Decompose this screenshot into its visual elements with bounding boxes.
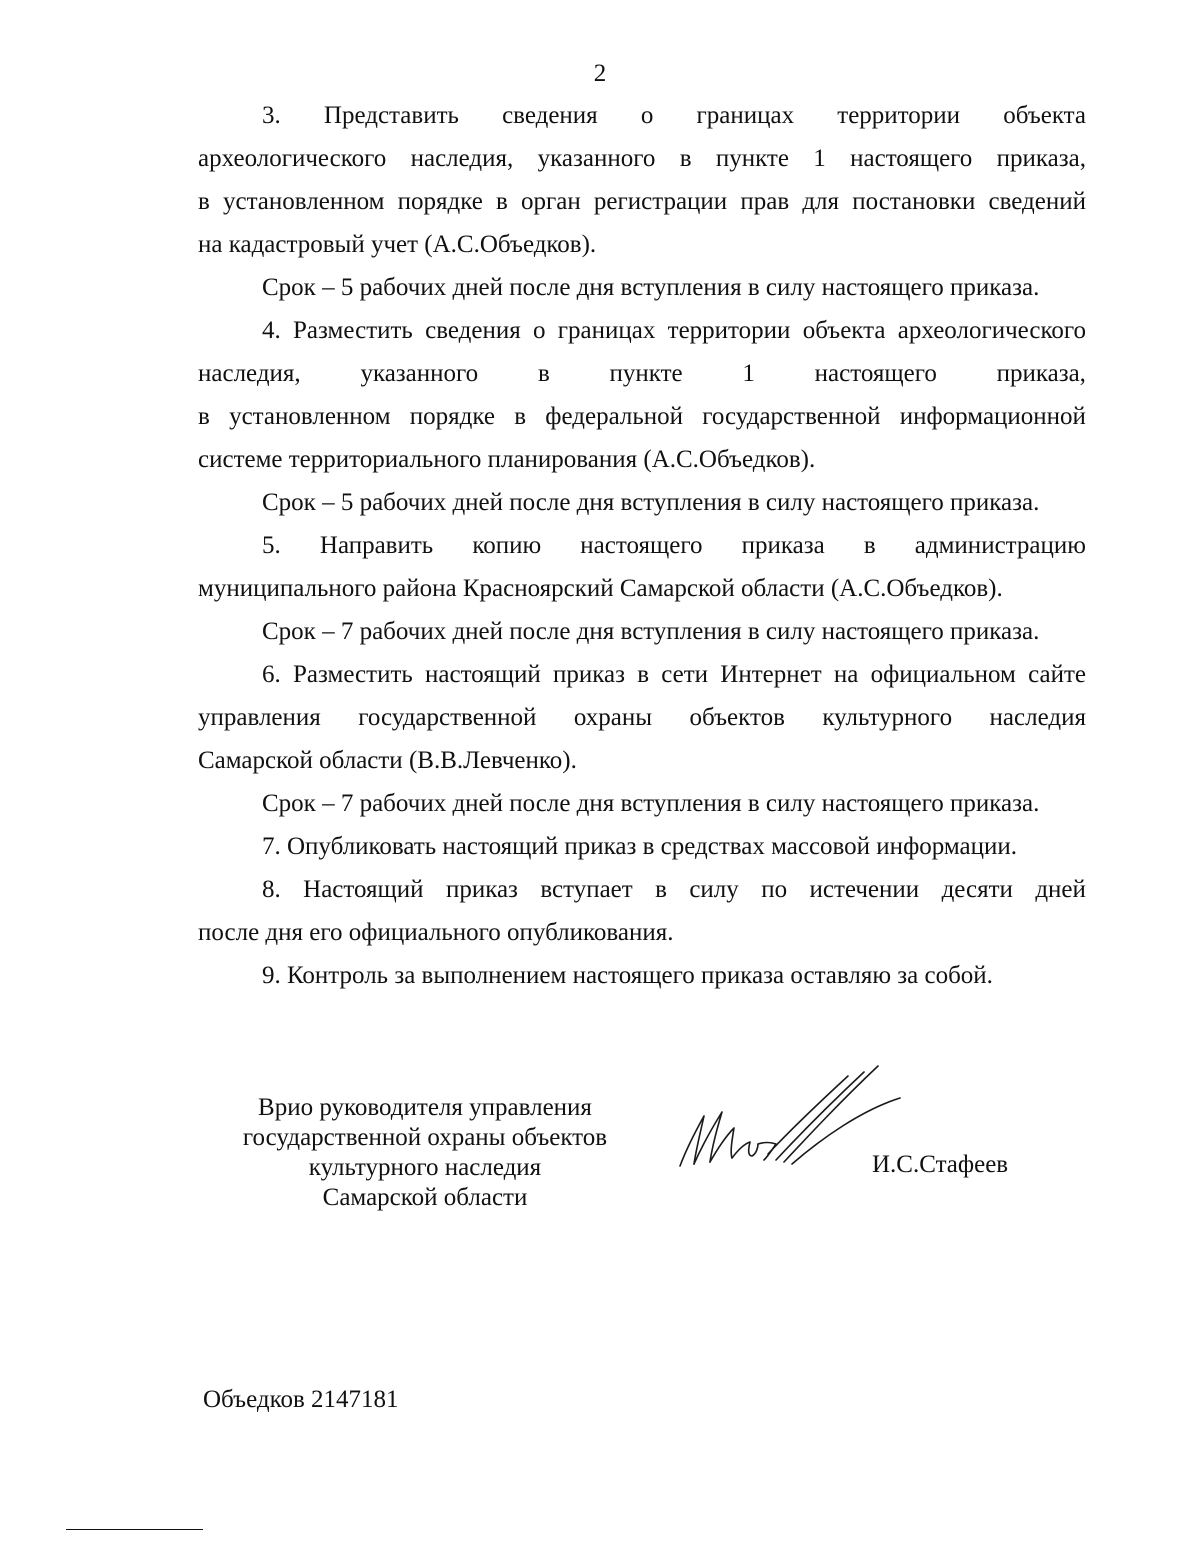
word: объектов (689, 704, 785, 731)
signatory-name: И.С.Стафеев (872, 1151, 1009, 1178)
word: 4. (262, 317, 281, 344)
signatory-position-line: государственной охраны объектов (242, 1124, 608, 1151)
word: в (496, 188, 508, 215)
word: в (863, 532, 876, 559)
word: границах (557, 317, 656, 344)
word: 6. (262, 661, 281, 688)
word: Направить (319, 532, 434, 559)
word: территории (837, 102, 961, 129)
item-8-line-1 (262, 876, 1086, 904)
word: орган (520, 188, 581, 215)
word: указанного (360, 360, 479, 387)
word: 5. (262, 532, 281, 559)
word: копию (472, 532, 542, 559)
word: установленном (229, 403, 391, 430)
word: государственной (358, 704, 537, 731)
word: о (640, 102, 654, 129)
word: сайте (1028, 661, 1086, 688)
word: настоящего (814, 360, 937, 387)
word: приказ (445, 876, 518, 903)
word: в (537, 360, 550, 387)
word: силу (689, 876, 739, 903)
item-8-line-2: после дня его официального опубликования. (198, 919, 674, 946)
word: в (679, 145, 692, 172)
item-4-deadline: Срок – 5 рабочих дней после дня вступления в силу настоящего приказа. (262, 489, 1040, 516)
signatory-position-line: Самарской области (322, 1184, 528, 1211)
word: границах (696, 102, 795, 129)
word: 1 (742, 360, 755, 387)
signatory-position-line: культурного наследия (308, 1154, 542, 1181)
item-5-line-1 (262, 532, 1086, 560)
word: приказа, (996, 360, 1086, 387)
word: в (198, 188, 210, 215)
footnote-divider (66, 1529, 203, 1530)
word: 1 (813, 145, 826, 172)
word: сведения (425, 317, 521, 344)
word: по (761, 876, 788, 903)
word: администрацию (914, 532, 1086, 559)
word: в (637, 661, 649, 688)
word: Разместить (292, 661, 413, 688)
word: вступает (540, 876, 633, 903)
item-9-line-1: 9. Контроль за выполнением настоящего приказа оставляю за собой. (262, 962, 993, 989)
word: настоящий (425, 661, 541, 688)
word: Представить (323, 102, 459, 129)
word: Интернет (720, 661, 822, 688)
executor-contact: Объедков 2147181 (203, 1386, 399, 1413)
signatory-position (205, 1093, 645, 1213)
word: Разместить (293, 317, 413, 344)
word: наследия, (198, 360, 301, 387)
item-3-line-1 (262, 102, 1086, 130)
item-5-deadline: Срок – 7 рабочих дней после дня вступления в силу настоящего приказа. (262, 618, 1040, 645)
item-6-deadline: Срок – 7 рабочих дней после дня вступления в силу настоящего приказа. (262, 790, 1040, 817)
word: 3. (262, 102, 281, 129)
word: приказ (552, 661, 625, 688)
word: информационной (899, 403, 1086, 430)
word: объекта (802, 317, 886, 344)
word: сети (661, 661, 709, 688)
word: настоящего (850, 145, 973, 172)
word: федеральной (545, 403, 684, 430)
word: в (655, 876, 667, 903)
word: приказа (741, 532, 825, 559)
item-3-line-2 (198, 145, 1086, 173)
word: археологического (897, 317, 1086, 344)
item-3-deadline: Срок – 5 рабочих дней после дня вступления в силу настоящего приказа. (262, 274, 1040, 301)
word: настоящего (580, 532, 703, 559)
word: 8. (262, 876, 281, 903)
word: территории (667, 317, 791, 344)
word: пункте (609, 360, 683, 387)
word: сведения (502, 102, 598, 129)
word: управления (198, 704, 321, 731)
word: в (198, 403, 210, 430)
item-4-line-1 (262, 317, 1086, 345)
word: в (514, 403, 527, 430)
word: наследия, (410, 145, 514, 172)
item-3-line-3 (198, 188, 1086, 216)
word: охраны (573, 704, 653, 731)
word: сведений (988, 188, 1086, 215)
word: объекта (1003, 102, 1086, 129)
word: прав (740, 188, 790, 215)
word: официальном (870, 661, 1016, 688)
item-3-line-4: на кадастровый учет (А.С.Объедков). (198, 231, 597, 258)
item-6-line-1 (262, 661, 1086, 689)
item-4-line-3 (198, 403, 1086, 431)
word: о (532, 317, 546, 344)
word: порядке (397, 188, 483, 215)
word: постановки (852, 188, 976, 215)
word: десяти (941, 876, 1013, 903)
signatory-position-line: Врио руководителя управления (258, 1094, 592, 1121)
word: пункте (715, 145, 789, 172)
word: культурного (822, 704, 953, 731)
word: регистрации (593, 188, 728, 215)
item-7-line-1: 7. Опубликовать настоящий приказ в средствах массовой информации. (262, 833, 1018, 860)
word: дней (1035, 876, 1086, 903)
page-number: 2 (593, 60, 607, 87)
word: на (833, 661, 859, 688)
word: Настоящий (303, 876, 424, 903)
item-5-line-2: муниципального района Красноярский Самарской области (А.С.Объедков). (198, 575, 1003, 602)
word: указанного (537, 145, 656, 172)
item-4-line-4: системе территориального планирования (А.С.Объедков). (198, 446, 816, 473)
word: государственной (702, 403, 881, 430)
word: приказа, (996, 145, 1086, 172)
word: для (802, 188, 840, 215)
item-4-line-2 (198, 360, 1086, 388)
word: наследия (989, 704, 1086, 731)
item-6-line-3: Самарской области (В.В.Левченко). (198, 747, 577, 774)
word: установленном (222, 188, 385, 215)
word: порядке (409, 403, 495, 430)
word: археологического (198, 145, 387, 172)
item-6-line-2 (198, 704, 1086, 732)
word: истечении (809, 876, 920, 903)
